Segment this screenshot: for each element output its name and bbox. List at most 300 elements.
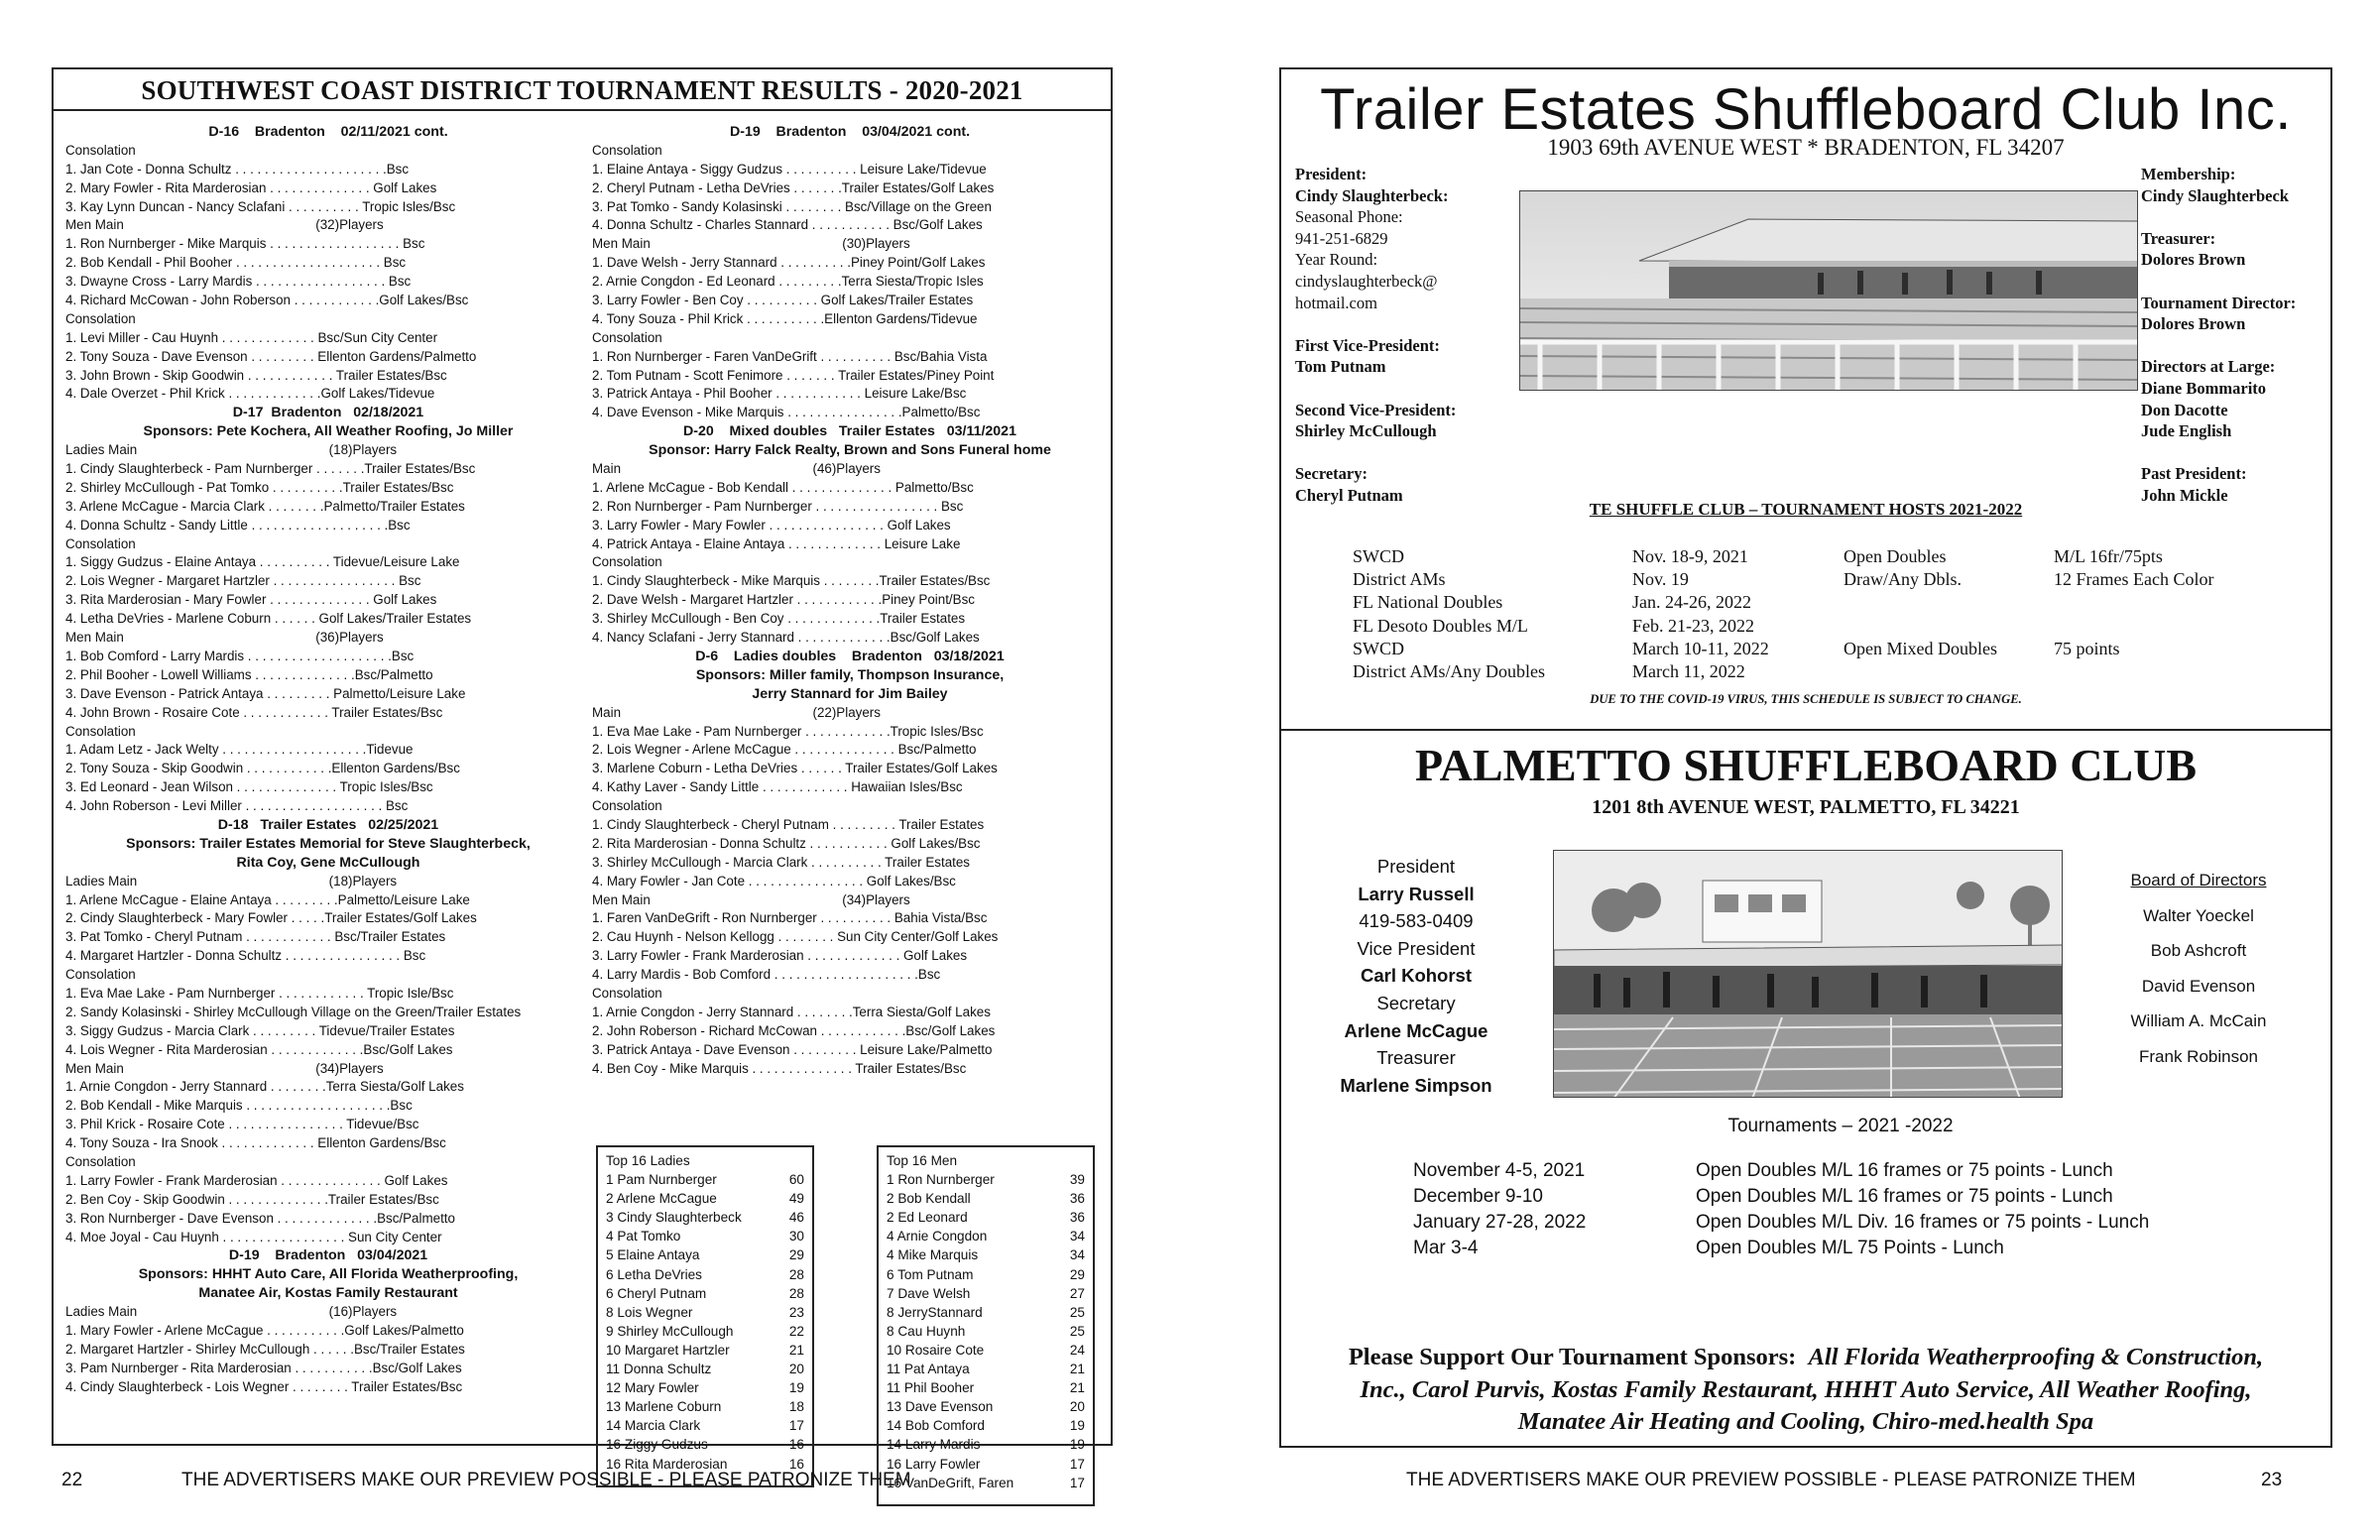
officer-line: President [1376, 856, 1456, 877]
officer-line: Year Round: [1295, 250, 1378, 270]
spacer [2141, 442, 2329, 464]
ranking-row [606, 1378, 804, 1397]
result-line: 4. Mary Fowler - Jan Cote . . . . . . . . . . . . . . . . Golf Lakes/Bsc [592, 873, 956, 888]
ranking-row [887, 1397, 1085, 1416]
result-line: Men Main (30)Players [592, 236, 910, 252]
result-line: 1. Eva Mae Lake - Pam Nurnberger . . . . . . . . . . . .Tropic Isles/Bsc [592, 723, 984, 739]
result-line: Consolation [65, 142, 136, 158]
player-name: 2 Bob Kendall [887, 1191, 971, 1207]
result-line: 3. Dave Evenson - Patrick Antaya . . . . . . . . . Palmetto/Leisure Lake [65, 685, 466, 701]
player-score: 17 [1069, 1475, 1085, 1490]
tournament-heading: Jerry Stannard for Jim Bailey [752, 685, 948, 702]
result-line: 2. Ron Nurnberger - Pam Nurnberger . . . . . . . . . . . . . . . . . Bsc [592, 498, 964, 514]
result-line: Main (46)Players [592, 461, 881, 477]
player-name: 4 Pat Tomko [606, 1229, 681, 1244]
result-line: 4. Letha DeVries - Marlene Coburn . . . . . . Golf Lakes/Trailer Estates [65, 611, 472, 627]
player-name: 14 Bob Comford [887, 1418, 985, 1434]
ranking-row [887, 1322, 1085, 1341]
top16-ladies-box [596, 1145, 814, 1487]
officer-line: Second Vice-President: [1295, 400, 1457, 419]
result-line: 3. Pat Tomko - Cheryl Putnam . . . . . . . . . . . . Bsc/Trailer Estates [65, 929, 446, 945]
result-line: 2. Cindy Slaughterbeck - Mary Fowler . . . . .Trailer Estates/Golf Lakes [65, 910, 477, 926]
officer-line: Secretary [1376, 992, 1456, 1013]
player-name: 13 Dave Evenson [887, 1399, 994, 1415]
ranking-row [887, 1265, 1085, 1284]
officer-line: Arlene McCague [1344, 1019, 1488, 1041]
result-line: 3. Shirley McCullough - Ben Coy . . . . . . . . . . . . .Trailer Estates [592, 611, 966, 627]
schedule-row [1353, 545, 2324, 568]
schedule-row [1353, 591, 2324, 614]
result-line: 4. Moe Joyal - Cau Huynh . . . . . . . . . . . . . . . . . Sun City Center [65, 1229, 442, 1244]
officer-line: Diane Bommarito [2141, 378, 2267, 398]
result-line: Consolation [592, 985, 662, 1001]
tournament-heading: Sponsors: Miller family, Thompson Insurance, [695, 666, 1005, 683]
palmetto-board [2063, 863, 2334, 1075]
result-line: 4. Dale Overzet - Phil Krick . . . . . . . . . . . . .Golf Lakes/Tidevue [65, 386, 435, 402]
player-name: 14 Larry Mardis [887, 1437, 981, 1453]
player-name: 7 Dave Welsh [887, 1285, 971, 1301]
result-line: 2. Bob Kendall - Mike Marquis . . . . . . . . . . . . . . . . . . . .Bsc [65, 1098, 413, 1114]
result-line: Main (22)Players [592, 704, 881, 720]
ranking-row [887, 1378, 1085, 1397]
officer-line: Tournament Director: [2141, 293, 2297, 312]
player-score: 21 [788, 1342, 804, 1358]
schedule-event: District AMs [1353, 569, 1446, 590]
result-line: 2. Lois Wegner - Margaret Hartzler . . . . . . . . . . . . . . . . . Bsc [65, 573, 421, 589]
tournament-heading: D-19 Bradenton 03/04/2021 cont. [729, 124, 971, 140]
result-line: 2. Cau Huynh - Nelson Kellogg . . . . . . . . Sun City Center/Golf Lakes [592, 929, 999, 945]
result-line: 2. Ben Coy - Skip Goodwin . . . . . . . . . . . . . .Trailer Estates/Bsc [65, 1191, 439, 1207]
result-line: Consolation [592, 554, 662, 570]
officer-line: Treasurer [1376, 1047, 1456, 1069]
ranking-row [887, 1284, 1085, 1303]
player-name: 1 Pam Nurnberger [606, 1172, 717, 1188]
tournament-heading: D-16 Bradenton 02/11/2021 cont. [208, 124, 448, 140]
player-score: 19 [1069, 1437, 1085, 1453]
result-line: 4. Donna Schultz - Sandy Little . . . . . . . . . . . . . . . . . . .Bsc [65, 517, 411, 533]
result-line: Ladies Main (18)Players [65, 442, 398, 458]
player-score: 27 [1069, 1285, 1085, 1301]
officer-line: Dolores Brown [2141, 250, 2246, 270]
result-line: Consolation [65, 967, 136, 983]
player-name: 11 Pat Antaya [887, 1362, 970, 1377]
player-name: 1 Ron Nurnberger [887, 1172, 995, 1188]
tournament-date: December 9-10 [1413, 1186, 1543, 1207]
tournament-description: Open Doubles M/L 75 Points - Lunch [1696, 1238, 2004, 1258]
officer-line: 419-583-0409 [1359, 910, 1474, 932]
board-title: Board of Directors [2130, 871, 2267, 889]
ranking-row [887, 1189, 1085, 1208]
officer-line: Cindy Slaughterbeck: [1295, 185, 1449, 205]
top16-men-box [877, 1145, 1095, 1506]
player-name: 9 Shirley McCullough [606, 1323, 734, 1339]
player-score: 29 [788, 1247, 804, 1263]
sponsors-block [1281, 1342, 2330, 1439]
player-score: 16 [788, 1456, 804, 1472]
result-line: Men Main (34)Players [65, 1060, 384, 1076]
result-line: Ladies Main (18)Players [65, 873, 398, 888]
te-club-address: 1903 69th AVENUE WEST * BRADENTON, FL 34207 [1547, 135, 2065, 160]
tournament-date: November 4-5, 2021 [1413, 1160, 1586, 1181]
officer-line: Vice President [1357, 937, 1476, 959]
player-score: 17 [788, 1418, 804, 1434]
result-line: 2. Margaret Hartzler - Shirley McCullough . . . . . .Bsc/Trailer Estates [65, 1341, 465, 1357]
palmetto-club-title: PALMETTO SHUFFLEBOARD CLUB [1414, 740, 2198, 790]
tournament-description: Open Doubles M/L 16 frames or 75 points - Lunch [1696, 1160, 2113, 1181]
player-name: 10 Margaret Hartzler [606, 1342, 730, 1358]
schedule-event: FL Desoto Doubles M/L [1353, 615, 1528, 636]
result-line: 4. Richard McCowan - John Roberson . . . . . . . . . . . .Golf Lakes/Bsc [65, 293, 469, 308]
results-column-left [65, 123, 591, 1397]
ranking-row [606, 1341, 804, 1360]
player-score: 19 [1069, 1418, 1085, 1434]
officer-line: Cheryl Putnam [1295, 485, 1403, 505]
result-line: 4. Lois Wegner - Rita Marderosian . . . . . . . . . . . . .Bsc/Golf Lakes [65, 1041, 453, 1057]
player-name: 13 Marlene Coburn [606, 1399, 722, 1415]
result-line: 1. Eva Mae Lake - Pam Nurnberger . . . . . . . . . . . . Tropic Isle/Bsc [65, 985, 454, 1001]
player-score: 34 [1069, 1247, 1085, 1263]
result-line: Consolation [592, 798, 662, 814]
result-line: 1. Ron Nurnberger - Faren VanDeGrift . . . . . . . . . . Bsc/Bahia Vista [592, 348, 988, 364]
result-line: 2. John Roberson - Richard McCowan . . . . . . . . . . . .Bsc/Golf Lakes [592, 1022, 996, 1038]
section-divider [1281, 729, 2330, 731]
board-member: Walter Yoeckel [2143, 905, 2254, 925]
result-line: 1. Arnie Congdon - Jerry Stannard . . . . . . . .Terra Siesta/Golf Lakes [592, 1004, 991, 1019]
player-score: 17 [1069, 1456, 1085, 1472]
officer-line: cindyslaughterbeck@ [1295, 271, 1438, 291]
ranking-row [606, 1208, 804, 1227]
result-line: 2. Tony Souza - Skip Goodwin . . . . . . . . . . . .Ellenton Gardens/Bsc [65, 761, 460, 776]
officer-line: Directors at Large: [2141, 357, 2276, 377]
tournament-date: January 27-28, 2022 [1413, 1212, 1587, 1233]
player-name: 6 Tom Putnam [887, 1266, 974, 1282]
result-line: 2. Rita Marderosian - Donna Schultz . . . . . . . . . . . Golf Lakes/Bsc [592, 835, 981, 851]
result-line: 4. Cindy Slaughterbeck - Lois Wegner . . . . . . . . Trailer Estates/Bsc [65, 1378, 463, 1394]
result-line: 1. Bob Comford - Larry Mardis . . . . . . . . . . . . . . . . . . . .Bsc [65, 648, 415, 663]
schedule-date: Nov. 19 [1632, 569, 1689, 590]
officer-line: Jude English [2141, 421, 2232, 441]
officer-line: Past President: [2141, 464, 2247, 484]
schedule-row [1353, 660, 2324, 683]
player-name: 11 Phil Booher [887, 1380, 975, 1396]
palmetto-officers [1281, 853, 1551, 1099]
player-score: 36 [1069, 1191, 1085, 1207]
player-score: 25 [1069, 1323, 1085, 1339]
player-name: 10 Rosaire Cote [887, 1342, 985, 1358]
palmetto-club-address: 1201 8th AVENUE WEST, PALMETTO, FL 34221 [1592, 796, 2020, 818]
ranking-row [606, 1227, 804, 1245]
player-score: 39 [1069, 1172, 1085, 1188]
schedule-date: Nov. 18-9, 2021 [1632, 546, 1748, 566]
tournament-heading: Sponsors: Trailer Estates Memorial for Steve Slaughterbeck, [126, 835, 531, 852]
result-line: 2. Tom Putnam - Scott Fenimore . . . . . . . Trailer Estates/Piney Point [592, 367, 995, 383]
board-member: Bob Ashcroft [2150, 941, 2247, 961]
result-line: 3. Shirley McCullough - Marcia Clark . . . . . . . . . . Trailer Estates [592, 854, 970, 870]
result-line: 1. Levi Miller - Cau Huynh . . . . . . . . . . . . . Bsc/Sun City Center [65, 329, 438, 345]
officer-line: President: [1295, 165, 1368, 183]
ranking-row [606, 1397, 804, 1416]
player-score: 19 [788, 1380, 804, 1396]
player-name: 16 Rita Marderosian [606, 1456, 728, 1472]
schedule-event: FL National Doubles [1353, 592, 1503, 613]
player-name: 16 Larry Fowler [887, 1456, 981, 1472]
board-member: William A. McCain [2130, 1011, 2267, 1031]
result-line: 1. Arlene McCague - Elaine Antaya . . . . . . . . .Palmetto/Leisure Lake [65, 891, 470, 907]
tournament-heading: Rita Coy, Gene McCullough [236, 854, 420, 871]
player-score: 60 [788, 1172, 804, 1188]
result-line: Consolation [65, 310, 136, 326]
officer-line: Marlene Simpson [1340, 1074, 1492, 1096]
player-score: 16 [788, 1437, 804, 1453]
result-line: 4. Donna Schultz - Charles Stannard . . . . . . . . . . . Bsc/Golf Lakes [592, 217, 983, 233]
result-line: 2. Tony Souza - Dave Evenson . . . . . . . . . Ellenton Gardens/Palmetto [65, 348, 477, 364]
schedule-format: 75 points [2054, 638, 2120, 658]
officer-line: Cindy Slaughterbeck [2141, 185, 2289, 205]
player-score: 22 [788, 1323, 804, 1339]
result-line: 1. Siggy Gudzus - Elaine Antaya . . . . . . . . . . Tidevue/Leisure Lake [65, 554, 460, 570]
sponsors-label: Please Support Our Tournament Sponsors: [1348, 1344, 1797, 1370]
player-score: 21 [1069, 1380, 1085, 1396]
schedule-format: 12 Frames Each Color [2054, 569, 2214, 590]
sponsors-line-1: All Florida Weatherproofing & Construction, [1808, 1344, 2264, 1370]
result-line: 1. Faren VanDeGrift - Ron Nurnberger . . . . . . . . . . Bahia Vista/Bsc [592, 910, 988, 926]
player-name: 6 Letha DeVries [606, 1266, 702, 1282]
schedule-row [1353, 638, 2324, 660]
ranking-row [606, 1265, 804, 1284]
player-score: 21 [1069, 1362, 1085, 1377]
result-line: 4. Patrick Antaya - Elaine Antaya . . . . . . . . . . . . . Leisure Lake [592, 535, 961, 551]
player-name: 14 Marcia Clark [606, 1418, 701, 1434]
result-line: 2. Lois Wegner - Arlene McCague . . . . . . . . . . . . . . Bsc/Palmetto [592, 742, 977, 758]
player-name: 3 Cindy Slaughterbeck [606, 1210, 742, 1226]
result-line: 1. Elaine Antaya - Siggy Gudzus . . . . . . . . . . Leisure Lake/Tidevue [592, 161, 987, 177]
tournament-heading: D-19 Bradenton 03/04/2021 [228, 1247, 428, 1264]
player-score: 46 [788, 1210, 804, 1226]
sponsors-line-3: Manatee Air Heating and Cooling, Chiro-med.health Spa [1517, 1408, 2094, 1435]
player-score: 20 [1069, 1399, 1085, 1415]
result-line: 1. Cindy Slaughterbeck - Mike Marquis . . . . . . . .Trailer Estates/Bsc [592, 573, 991, 589]
result-line: 1. Cindy Slaughterbeck - Cheryl Putnam . . . . . . . . . Trailer Estates [592, 816, 985, 832]
sponsors-line-2: Inc., Carol Purvis, Kostas Family Restaurant, HHHT Auto Service, All Weather Roofing, [1360, 1375, 2252, 1403]
schedule-format: M/L 16fr/75pts [2054, 546, 2163, 566]
result-line: 4. Nancy Sclafani - Jerry Stannard . . . . . . . . . . . . .Bsc/Golf Lakes [592, 630, 980, 646]
result-line: Consolation [592, 329, 662, 345]
result-line: Men Main (36)Players [65, 630, 384, 646]
result-line: 1. Dave Welsh - Jerry Stannard . . . . . . . . . .Piney Point/Golf Lakes [592, 255, 986, 271]
schedule-row [1353, 615, 2324, 638]
spacer [1295, 442, 1513, 464]
footer-right: THE ADVERTISERS MAKE OUR PREVIEW POSSIBLE - PLEASE PATRONIZE THEM [1406, 1470, 2136, 1490]
board-member: Frank Robinson [2138, 1046, 2258, 1066]
page-number-right: 23 [2261, 1470, 2283, 1490]
ranking-row [887, 1341, 1085, 1360]
result-line: 2. Bob Kendall - Phil Booher . . . . . . . . . . . . . . . . . . . . Bsc [65, 255, 407, 271]
te-club-title: Trailer Estates Shuffleboard Club Inc. [1320, 77, 2292, 142]
result-line: 2. Arnie Congdon - Ed Leonard . . . . . . . . .Terra Siesta/Tropic Isles [592, 274, 984, 290]
player-score: 28 [788, 1266, 804, 1282]
result-line: 1. Jan Cote - Donna Schultz . . . . . . . . . . . . . . . . . . . . .Bsc [65, 161, 410, 177]
result-line: 3. Arlene McCague - Marcia Clark . . . . . . . .Palmetto/Trailer Estates [65, 498, 465, 514]
result-line: Consolation [65, 1153, 136, 1169]
ranking-row [887, 1303, 1085, 1322]
ranking-row [887, 1455, 1085, 1474]
player-name: 8 JerryStannard [887, 1304, 983, 1320]
tournament-heading: D-20 Mixed doubles Trailer Estates 03/11/2021 [683, 423, 1016, 440]
officer-line: Carl Kohorst [1360, 965, 1473, 987]
tournament-heading: D-17 Bradenton 02/18/2021 [232, 405, 424, 421]
player-name: 16 Ziggy Gudzus [606, 1437, 708, 1453]
player-score: 36 [1069, 1210, 1085, 1226]
result-line: Men Main (32)Players [65, 217, 384, 233]
result-line: 2. Dave Welsh - Margaret Hartzler . . . . . . . . . . . .Piney Point/Bsc [592, 592, 975, 608]
tournament-heading: Sponsors: HHHT Auto Care, All Florida Weatherproofing, [138, 1266, 519, 1283]
ranking-row [887, 1227, 1085, 1245]
te-officers-right [2141, 164, 2329, 507]
schedule-event: SWCD [1353, 546, 1405, 566]
result-line: 4. John Brown - Rosaire Cote . . . . . . . . . . . . Trailer Estates/Bsc [65, 704, 443, 720]
tournament-heading: Sponsors: Pete Kochera, All Weather Roofing, Jo Miller [143, 423, 514, 440]
board-member: David Evenson [2141, 976, 2256, 996]
result-line: 3. Siggy Gudzus - Marcia Clark . . . . . . . . . Tidevue/Trailer Estates [65, 1022, 455, 1038]
officer-line: Larry Russell [1358, 883, 1475, 904]
result-line: 4. Larry Mardis - Bob Comford . . . . . . . . . . . . . . . . . . . .Bsc [592, 967, 941, 983]
schedule-date: Jan. 24-26, 2022 [1632, 592, 1751, 613]
player-score: 28 [788, 1285, 804, 1301]
schedule-event: District AMs/Any Doubles [1353, 660, 1546, 681]
player-score: 18 [788, 1399, 804, 1415]
palmetto-tournaments-title: Tournaments – 2021 -2022 [1727, 1116, 1954, 1136]
result-line: 2. Phil Booher - Lowell Williams . . . . . . . . . . . . . .Bsc/Palmetto [65, 666, 433, 682]
schedule-date: March 11, 2022 [1632, 660, 1745, 681]
result-line: Consolation [592, 142, 662, 158]
player-score: 30 [788, 1229, 804, 1244]
result-line: 4. Ben Coy - Mike Marquis . . . . . . . . . . . . . . Trailer Estates/Bsc [592, 1060, 967, 1076]
result-line: Consolation [65, 723, 136, 739]
palmetto-courts-image [1554, 851, 2063, 1098]
tournament-date: Mar 3-4 [1413, 1238, 1479, 1258]
player-name: 2 Ed Leonard [887, 1210, 968, 1226]
result-line: 1. Arnie Congdon - Jerry Stannard . . . . . . . .Terra Siesta/Golf Lakes [65, 1079, 464, 1095]
schedule-event: SWCD [1353, 638, 1405, 658]
result-line: 3. Marlene Coburn - Letha DeVries . . . . . . Trailer Estates/Golf Lakes [592, 761, 998, 776]
result-line: 2. Shirley McCullough - Pat Tomko . . . . . . . . . .Trailer Estates/Bsc [65, 479, 454, 495]
officer-line: Shirley McCullough [1295, 421, 1437, 441]
schedule-date: March 10-11, 2022 [1632, 638, 1769, 658]
ranking-row [887, 1208, 1085, 1227]
officer-line: hotmail.com [1295, 293, 1377, 312]
player-score: 24 [1069, 1342, 1085, 1358]
result-line: 3. Dwayne Cross - Larry Mardis . . . . . . . . . . . . . . . . . . Bsc [65, 274, 412, 290]
clubs-panel [1279, 67, 2332, 1448]
officer-line: John Mickle [2141, 485, 2228, 505]
ranking-row [606, 1170, 804, 1189]
result-line: 3. Rita Marderosian - Mary Fowler . . . . . . . . . . . . . . Golf Lakes [65, 592, 437, 608]
officer-line: Membership: [2141, 165, 2236, 183]
result-line: 1. Cindy Slaughterbeck - Pam Nurnberger . . . . . . .Trailer Estates/Bsc [65, 461, 476, 477]
player-score: 23 [788, 1304, 804, 1320]
player-name: 4 Arnie Congdon [887, 1229, 988, 1244]
result-line: 2. Sandy Kolasinski - Shirley McCullough Village on the Green/Trailer Estates [65, 1004, 522, 1019]
te-hosts-title: TE SHUFFLE CLUB – TOURNAMENT HOSTS 2021-2022 [1589, 500, 2023, 519]
player-name: 2 Arlene McCague [606, 1191, 717, 1207]
result-line: 3. Larry Fowler - Mary Fowler . . . . . . . . . . . . . . . . Golf Lakes [592, 517, 951, 533]
te-club-photo [1519, 190, 2138, 391]
spacer [1295, 313, 1513, 335]
result-line: 4. Tony Souza - Ira Snook . . . . . . . . . . . . . Ellenton Gardens/Bsc [65, 1135, 446, 1151]
result-line: 4. Kathy Laver - Sandy Little . . . . . . . . . . . . Hawaiian Isles/Bsc [592, 779, 963, 795]
result-line: 3. Ron Nurnberger - Dave Evenson . . . . . . . . . . . . . .Bsc/Palmetto [65, 1210, 455, 1226]
te-officers-left [1295, 164, 1513, 507]
result-line: 1. Ron Nurnberger - Mike Marquis . . . . . . . . . . . . . . . . . . Bsc [65, 236, 425, 252]
footer-left: THE ADVERTISERS MAKE OUR PREVIEW POSSIBLE - PLEASE PATRONIZE THEM [181, 1470, 911, 1490]
result-line: Ladies Main (16)Players [65, 1304, 398, 1320]
result-line: 3. Pat Tomko - Sandy Kolasinski . . . . . . . . Bsc/Village on the Green [592, 198, 992, 214]
result-line: 4. Dave Evenson - Mike Marquis . . . . . . . . . . . . . . . .Palmetto/Bsc [592, 405, 981, 420]
player-name: 4 Mike Marquis [887, 1247, 979, 1263]
result-line: 3. Pam Nurnberger - Rita Marderosian . . . . . . . . . . .Bsc/Golf Lakes [65, 1360, 462, 1375]
tournament-heading: D-6 Ladies doubles Bradenton 03/18/2021 [695, 648, 1005, 664]
result-line: 1. Arlene McCague - Bob Kendall . . . . . . . . . . . . . . Palmetto/Bsc [592, 479, 974, 495]
tournament-description: Open Doubles M/L Div. 16 frames or 75 points - Lunch [1696, 1212, 2150, 1233]
palmetto-tournament-dates [1413, 1158, 1586, 1261]
spacer [2141, 271, 2329, 293]
result-line: 3. John Brown - Skip Goodwin . . . . . . . . . . . . Trailer Estates/Bsc [65, 367, 447, 383]
result-line: 4. Margaret Hartzler - Donna Schultz . . . . . . . . . . . . . . . . Bsc [65, 948, 426, 964]
top16-men-title: Top 16 Men [887, 1153, 958, 1168]
result-line: Consolation [65, 535, 136, 551]
officer-line: 941-251-6829 [1295, 228, 1388, 248]
tournament-heading: D-18 Trailer Estates 02/25/2021 [217, 816, 439, 833]
schedule-date: Feb. 21-23, 2022 [1632, 615, 1754, 636]
ranking-row [606, 1360, 804, 1378]
result-line: 4. John Roberson - Levi Miller . . . . . . . . . . . . . . . . . . . Bsc [65, 798, 409, 814]
result-line: 3. Phil Krick - Rosaire Cote . . . . . . . . . . . . . . . . Tidevue/Bsc [65, 1117, 419, 1132]
palmetto-club-photo [1553, 850, 2063, 1098]
ranking-row [606, 1284, 804, 1303]
covid-note: DUE TO THE COVID-19 VIRUS, THIS SCHEDULE IS SUBJECT TO CHANGE. [1590, 692, 2022, 706]
tournament-heading: Manatee Air, Kostas Family Restaurant [198, 1285, 458, 1302]
ranking-row [887, 1360, 1085, 1378]
officer-line: Don Dacotte [2141, 400, 2228, 419]
ranking-row [606, 1303, 804, 1322]
result-line: Men Main (34)Players [592, 891, 910, 907]
result-line: 2. Mary Fowler - Rita Marderosian . . . . . . . . . . . . . . Golf Lakes [65, 179, 437, 195]
result-line: 3. Larry Fowler - Frank Marderosian . . . . . . . . . . . . . Golf Lakes [592, 948, 968, 964]
result-line: 2. Cheryl Putnam - Letha DeVries . . . . . . .Trailer Estates/Golf Lakes [592, 179, 995, 195]
page-title: SOUTHWEST COAST DISTRICT TOURNAMENT RESULTS - 2020-2021 [54, 69, 1111, 111]
results-column-right [592, 123, 1108, 1078]
result-line: 3. Kay Lynn Duncan - Nancy Sclafani . . . . . . . . . . Tropic Isles/Bsc [65, 198, 456, 214]
schedule-type: Draw/Any Dbls. [1844, 569, 1962, 590]
result-line: 3. Patrick Antaya - Phil Booher . . . . . . . . . . . . Leisure Lake/Bsc [592, 386, 967, 402]
tournament-description: Open Doubles M/L 16 frames or 75 points - Lunch [1696, 1186, 2113, 1207]
result-line: 3. Patrick Antaya - Dave Evenson . . . . . . . . . Leisure Lake/Palmetto [592, 1041, 993, 1057]
ranking-row [606, 1322, 804, 1341]
ranking-row [887, 1435, 1085, 1454]
ranking-row [887, 1170, 1085, 1189]
result-line: 4. Tony Souza - Phil Krick . . . . . . . . . . .Ellenton Gardens/Tidevue [592, 310, 978, 326]
player-name: 16 VanDeGrift, Faren [887, 1475, 1014, 1490]
schedule-type: Open Mixed Doubles [1844, 638, 1997, 658]
player-name: 12 Mary Fowler [606, 1380, 699, 1396]
result-line: 3. Larry Fowler - Ben Coy . . . . . . . . . . Golf Lakes/Trailer Estates [592, 293, 974, 308]
officer-line: Secretary: [1295, 464, 1368, 484]
player-name: 5 Elaine Antaya [606, 1247, 700, 1263]
page-number-left: 22 [61, 1470, 83, 1490]
ranking-row [606, 1245, 804, 1264]
tournament-heading: Sponsor: Harry Falck Realty, Brown and Sons Funeral home [649, 442, 1051, 459]
player-name: 11 Donna Schultz [606, 1362, 712, 1377]
